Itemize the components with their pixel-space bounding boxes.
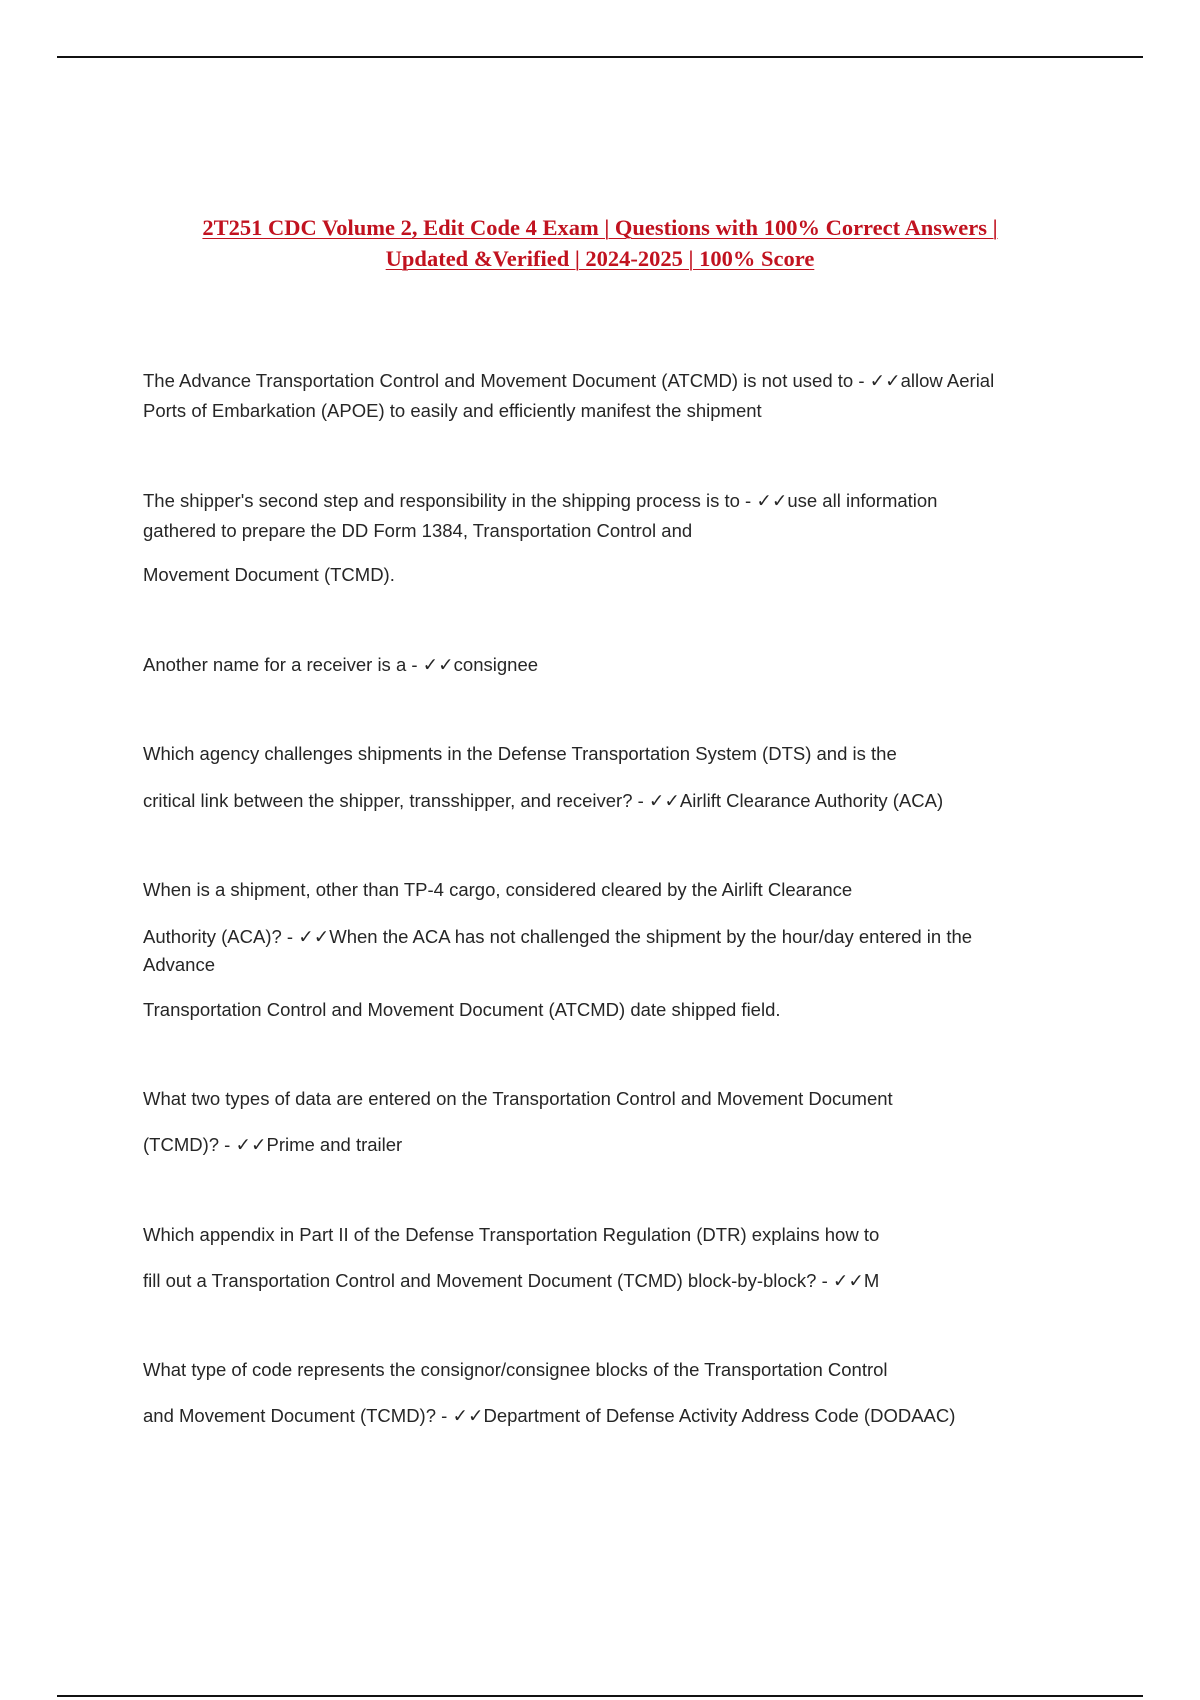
qa-2-line-2: gathered to prepare the DD Form 1384, Transportation Control and: [143, 520, 693, 541]
qa-8-line-2: and Movement Document (TCMD)? - ✓✓Department of Defense Activity Address Code (DODAAC): [143, 1405, 956, 1426]
qa-4-line-2: critical link between the shipper, transshipper, and receiver? - ✓✓Airlift Clearance Authority (ACA): [143, 790, 944, 811]
qa-2-line-1: The shipper's second step and responsibility in the shipping process is to - ✓✓use all information: [143, 490, 938, 511]
qa-4-line-1: Which agency challenges shipments in the Defense Transportation System (DTS) and is the: [143, 743, 897, 764]
title-line-2: Updated &Verified | 2024-2025 | 100% Score: [385, 246, 815, 271]
bottom-rule: [57, 1695, 1143, 1697]
document-title: [100, 212, 1100, 274]
qa-5-line-2: Authority (ACA)? - ✓✓When the ACA has not challenged the shipment by the hour/day entered in the: [143, 926, 973, 947]
qa-3-line-1: Another name for a receiver is a - ✓✓consignee: [143, 654, 539, 675]
title-line-1: 2T251 CDC Volume 2, Edit Code 4 Exam | Questions with 100% Correct Answers |: [202, 215, 998, 240]
qa-7-line-1: Which appendix in Part II of the Defense Transportation Regulation (DTR) explains how to: [143, 1224, 880, 1245]
qa-7-line-2: fill out a Transportation Control and Movement Document (TCMD) block-by-block? - ✓✓M: [143, 1270, 880, 1291]
qa-1-line-1: The Advance Transportation Control and Movement Document (ATCMD) is not used to - ✓✓allow Aerial: [143, 370, 995, 391]
qa-6-line-1: What two types of data are entered on the Transportation Control and Movement Document: [143, 1088, 893, 1109]
qa-5-line-1: When is a shipment, other than TP-4 cargo, considered cleared by the Airlift Clearance: [143, 879, 853, 900]
qa-2-line-3: Movement Document (TCMD).: [143, 564, 395, 585]
qa-8-line-1: What type of code represents the consignor/consignee blocks of the Transportation Control: [143, 1359, 888, 1380]
qa-5-line-4: Transportation Control and Movement Document (ATCMD) date shipped field.: [143, 999, 781, 1020]
top-rule: [57, 56, 1143, 58]
qa-6-line-2: (TCMD)? - ✓✓Prime and trailer: [143, 1134, 403, 1155]
qa-5-line-3: Advance: [143, 954, 215, 975]
qa-1-line-2: Ports of Embarkation (APOE) to easily and efficiently manifest the shipment: [143, 400, 762, 421]
